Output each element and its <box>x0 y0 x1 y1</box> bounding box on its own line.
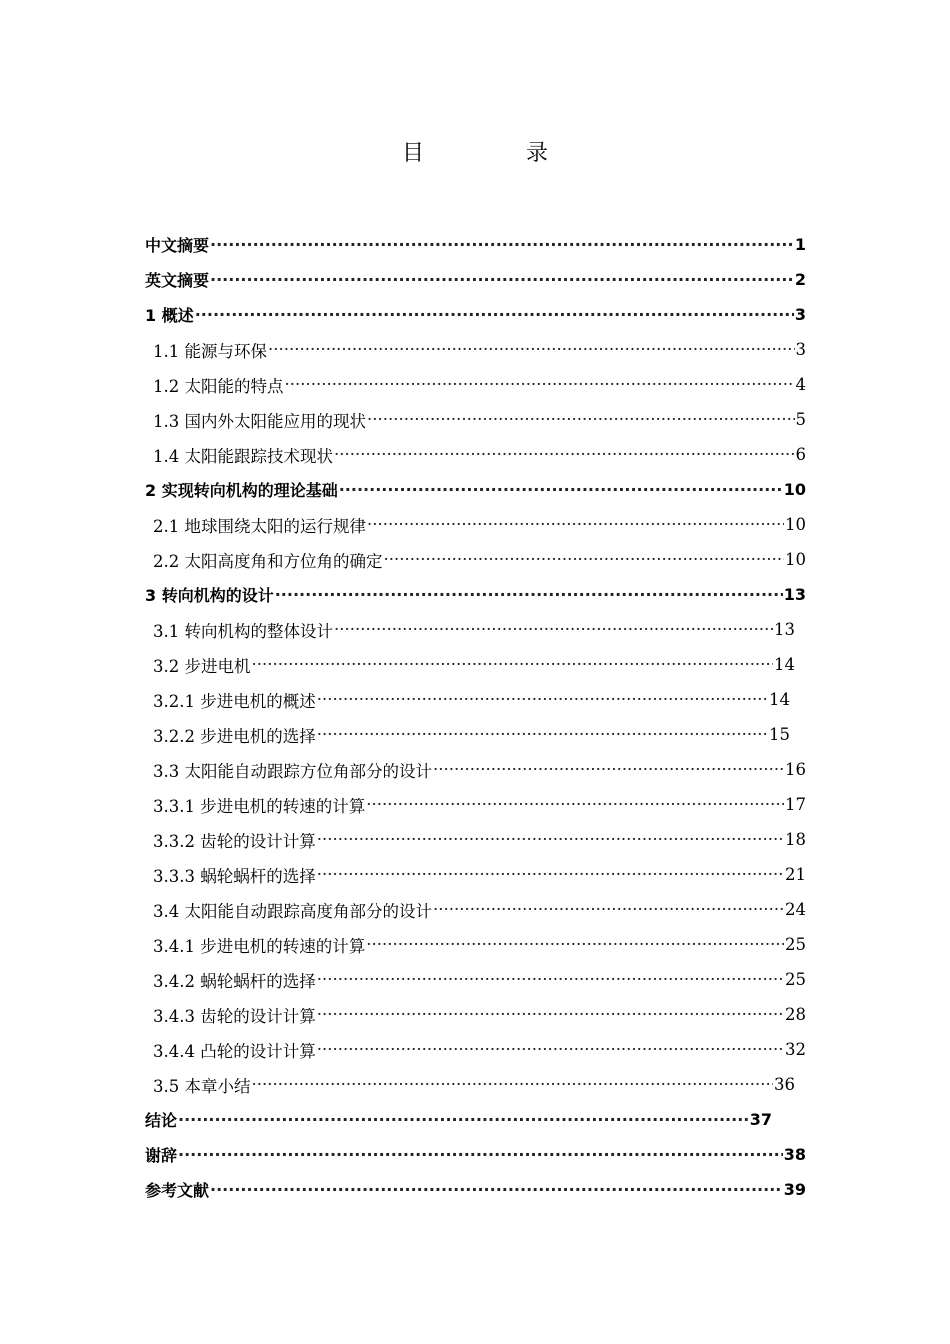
toc-entry-page: 3 <box>795 340 806 359</box>
toc-entry-3-2-2[interactable] <box>153 717 790 752</box>
toc-entry-page: 5 <box>795 410 806 429</box>
toc-entry-label: 3.5 本章小结 <box>153 1076 251 1096</box>
toc-entry-references[interactable] <box>145 1172 806 1207</box>
toc-entry-2-1[interactable] <box>153 507 806 542</box>
toc-entry-label: 1.3 国内外太阳能应用的现状 <box>153 411 366 431</box>
toc-entry-page: 21 <box>785 865 806 884</box>
toc-leader <box>334 620 773 639</box>
toc-entry-abstract-cn[interactable] <box>145 227 806 262</box>
toc-entry-1-4[interactable] <box>153 437 806 472</box>
toc-leader <box>317 690 768 709</box>
toc-entry-1-1[interactable] <box>153 332 806 367</box>
toc-entry-label: 1.1 能源与环保 <box>153 341 267 361</box>
toc-entry-page: 17 <box>785 795 806 814</box>
toc-entry-label: 3.2 步进电机 <box>153 656 251 676</box>
toc-entry-acknowledgements[interactable] <box>145 1137 806 1172</box>
toc-entry-3-3-1[interactable] <box>153 787 806 822</box>
toc-entry-1-3[interactable] <box>153 402 806 437</box>
toc-entry-label: 1.2 太阳能的特点 <box>153 376 284 396</box>
page-title: 目 录 <box>401 141 588 166</box>
toc-leader <box>339 480 783 499</box>
toc-entry-label: 结论 <box>145 1111 178 1130</box>
toc-entry-3-3[interactable] <box>153 752 806 787</box>
toc-entry-page: 10 <box>785 515 806 534</box>
toc-entry-label: 1 概述 <box>145 306 194 325</box>
toc-entry-page: 13 <box>774 620 795 639</box>
toc-entry-label: 英文摘要 <box>145 271 210 290</box>
toc-entry-page: 10 <box>783 480 806 499</box>
toc-leader <box>317 830 784 849</box>
toc-leader <box>252 655 774 674</box>
toc-entry-page: 25 <box>785 970 806 989</box>
toc-leader <box>433 900 784 919</box>
toc-entry-page: 1 <box>794 235 806 254</box>
toc-entry-3-3-2[interactable] <box>153 822 806 857</box>
toc-entry-conclusion[interactable] <box>145 1102 772 1137</box>
toc-entry-chapter-1[interactable] <box>145 297 806 332</box>
toc-entry-3-2[interactable] <box>153 647 795 682</box>
toc-entry-label: 3.4.4 凸轮的设计计算 <box>153 1041 316 1061</box>
toc-entry-page: 10 <box>785 550 806 569</box>
toc-entry-page: 38 <box>783 1145 806 1164</box>
toc-entry-label: 谢辞 <box>145 1146 178 1165</box>
toc-leader <box>384 550 785 569</box>
toc-entry-label: 3.3.3 蜗轮蜗杆的选择 <box>153 866 316 886</box>
toc-entry-1-2[interactable] <box>153 367 806 402</box>
toc-entry-page: 16 <box>785 760 806 779</box>
toc-entry-page: 24 <box>785 900 806 919</box>
toc-entry-page: 13 <box>783 585 806 604</box>
toc-entry-label: 3.1 转向机构的整体设计 <box>153 621 333 641</box>
toc-leader <box>178 1110 749 1129</box>
toc-entry-label: 参考文献 <box>145 1181 210 1200</box>
toc-leader <box>268 340 795 359</box>
toc-entry-page: 15 <box>769 725 790 744</box>
toc-entry-label: 1.4 太阳能跟踪技术现状 <box>153 446 333 466</box>
toc-entry-abstract-en[interactable] <box>145 262 806 297</box>
toc-entry-label: 3.4.3 齿轮的设计计算 <box>153 1006 316 1026</box>
toc-entry-page: 4 <box>795 375 806 394</box>
toc-leader <box>366 935 784 954</box>
toc-entry-3-4-4[interactable] <box>153 1032 806 1067</box>
toc-entry-3-4-3[interactable] <box>153 997 806 1032</box>
toc-leader <box>433 760 784 779</box>
toc-entry-chapter-3[interactable] <box>145 577 806 612</box>
toc-entry-label: 2.1 地球围绕太阳的运行规律 <box>153 516 366 536</box>
toc-entry-page: 14 <box>774 655 795 674</box>
toc-entry-label: 3.2.1 步进电机的概述 <box>153 691 316 711</box>
toc-leader <box>317 970 784 989</box>
toc-entry-page: 2 <box>794 270 806 289</box>
toc-leader <box>252 1075 774 1094</box>
toc-entry-page: 32 <box>785 1040 806 1059</box>
toc-entry-3-5[interactable] <box>153 1067 795 1102</box>
toc-leader <box>317 1005 784 1024</box>
toc-entry-page: 6 <box>795 445 806 464</box>
toc-entry-3-4-2[interactable] <box>153 962 806 997</box>
toc-leader <box>210 1180 783 1199</box>
toc-entry-3-2-1[interactable] <box>153 682 790 717</box>
toc-leader <box>275 585 783 604</box>
toc-entry-page: 18 <box>785 830 806 849</box>
toc-entry-page: 39 <box>783 1180 806 1199</box>
toc-entry-page: 14 <box>769 690 790 709</box>
toc-entry-chapter-2[interactable] <box>145 472 806 507</box>
toc-leader <box>334 445 795 464</box>
toc-entry-label: 3.3.1 步进电机的转速的计算 <box>153 796 366 816</box>
toc-leader <box>317 865 784 884</box>
toc-entry-label: 3.4.1 步进电机的转速的计算 <box>153 936 366 956</box>
toc-entry-2-2[interactable] <box>153 542 806 577</box>
toc-entry-label: 2 实现转向机构的理论基础 <box>145 481 338 500</box>
toc-entry-label: 中文摘要 <box>145 236 210 255</box>
toc-leader <box>285 375 795 394</box>
toc-leader <box>317 1040 784 1059</box>
toc-entry-label: 3.4.2 蜗轮蜗杆的选择 <box>153 971 316 991</box>
toc-entry-3-4[interactable] <box>153 892 806 927</box>
toc-entry-label: 3.3 太阳能自动跟踪方位角部分的设计 <box>153 761 432 781</box>
toc-leader <box>195 305 794 324</box>
toc-leader <box>210 270 794 289</box>
toc-entry-3-3-3[interactable] <box>153 857 806 892</box>
toc-entry-label: 3.4 太阳能自动跟踪高度角部分的设计 <box>153 901 432 921</box>
toc-entry-label: 3.3.2 齿轮的设计计算 <box>153 831 316 851</box>
toc-entry-3-1[interactable] <box>153 612 795 647</box>
toc-leader <box>210 235 794 254</box>
toc-entry-3-4-1[interactable] <box>153 927 806 962</box>
toc-entry-label: 2.2 太阳高度角和方位角的确定 <box>153 551 383 571</box>
toc-entry-page: 28 <box>785 1005 806 1024</box>
toc-entry-page: 25 <box>785 935 806 954</box>
toc-entry-label: 3 转向机构的设计 <box>145 586 274 605</box>
toc-entry-page: 36 <box>774 1075 795 1094</box>
toc-leader <box>317 725 768 744</box>
toc-entry-page: 37 <box>749 1110 772 1129</box>
toc-leader <box>178 1145 783 1164</box>
toc-leader <box>367 410 795 429</box>
toc-leader <box>366 795 784 814</box>
toc-entry-label: 3.2.2 步进电机的选择 <box>153 726 316 746</box>
toc-leader <box>367 515 784 534</box>
toc-entry-page: 3 <box>794 305 806 324</box>
